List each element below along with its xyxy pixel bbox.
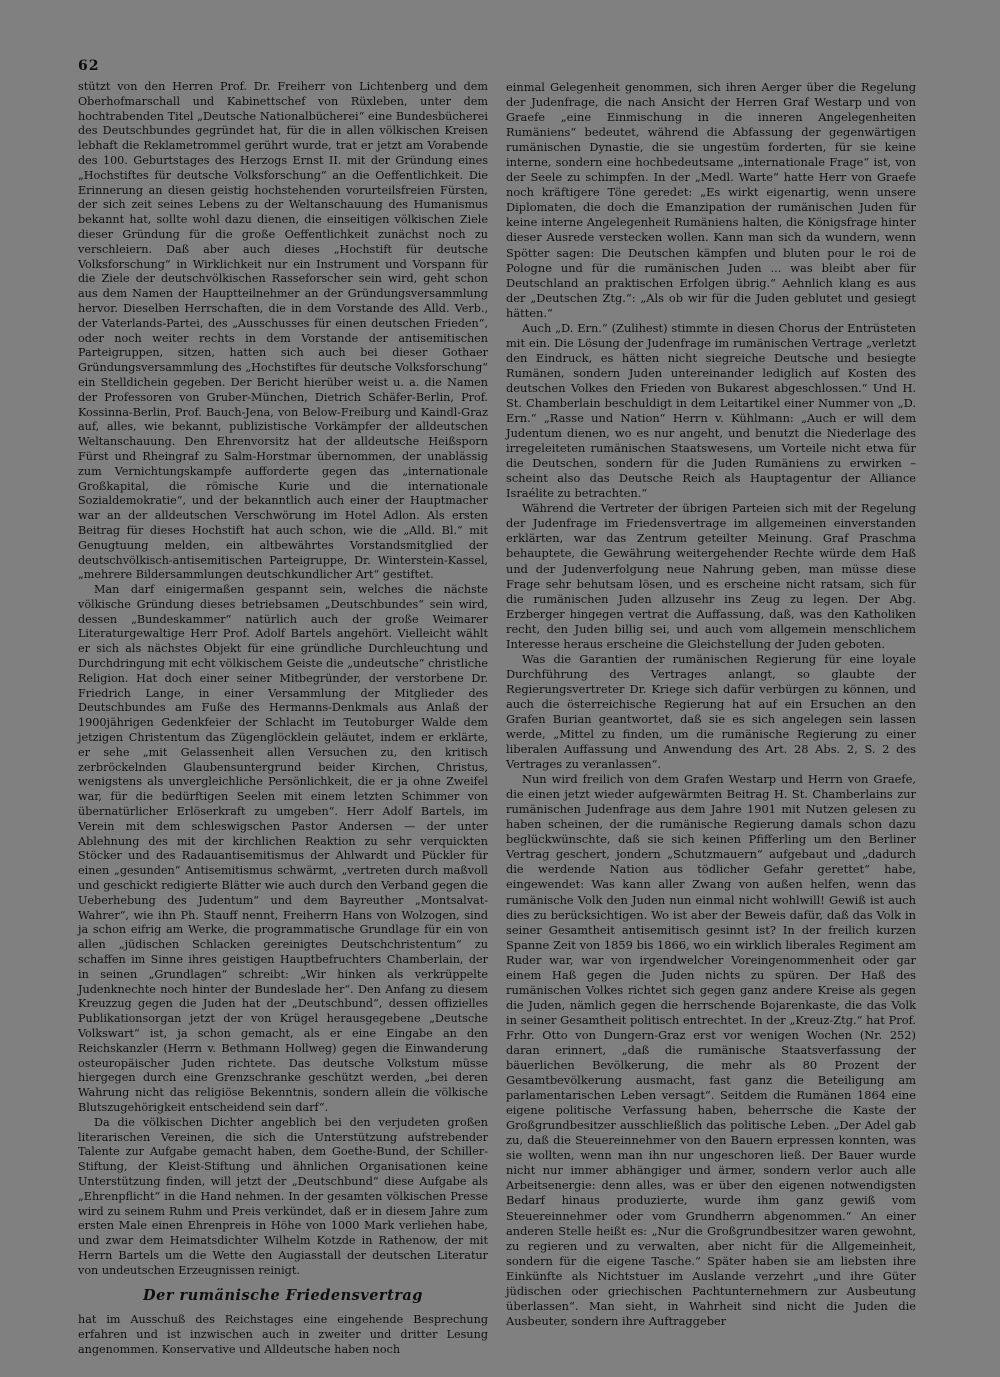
article-paragraph: stützt von den Herren Prof. Dr. Freiherr von Lichtenberg und dem Oberhofmarschall und Kabinettschef von Rüxleben, unter dem hochtrabenden Titel „Deutsche Nationalbücherei“ eine Bundesbücherei des Deutschbundes gegründet hat, für die in allen völkischen Kreisen lebhaft die Reklametrommel gerührt wurde, trat er jetzt am Vorabende des 100. Geburtstages des Herzogs Ernst II. mit der Gründung eines „Hochstiftes für deutsche Volksforschung“ an die Oeffentlichkeit. Die Erinnerung an diesen geistig hochstehenden vorurteilsfreien Fürsten, der sich zeit seines Lebens zu der Weltanschauung des Humanismus bekannt hat, sollte wohl dazu dienen, die einseitigen völkischen Ziele dieser Gründung für die große Oeffentlichkeit zunächst noch zu verschleiern. Daß aber auch dieses „Hochstift für deutsche Volksforschung“ in Wirklichkeit nur ein Instrument und Vorspann für die Ziele der deutschvölkischen Rasseforscher sein wird, geht schon aus dem Namen der Hauptteilnehmer an der Gründungsversammlung hervor. Dieselben Herrschaften, die in dem Vorstande des Alld. Verb., der Vaterlands-Partei, des „Ausschusses für einen deutschen Frieden“, oder noch weiter rechts in dem Vorstande der antisemitischen Parteigruppen, sitzen, hatten sich auch bei dieser Gothaer Gründungsversammlung des „Hochstiftes für deutsche Volksforschung“ ein Stelldichein gegeben. Der Bericht hierüber weist u. a. die Namen der Professoren von Gruber-München, Dietrich Schäfer-Berlin, Prof. Kossinna-Berlin, Prof. Bauch-Jena, von Below-Freiburg und Kaindl-Graz auf, alles, wie bekannt, publizistische Vorkämpfer der alldeutschen Weltanschauung. Den Ehrenvorsitz hat der alldeutsche Heißsporn Fürst und Rheingraf zu Salm-Horstmar übernommen, der unablässig zum Vernichtungskampfe aufforderte gegen das „internationale Großkapital, die römische Kurie und die internationale Sozialdemokratie“, und der bekanntlich auch einer der Hauptmacher war an der alldeutschen Verschwörung im Hotel Adlon. Als ersten Beitrag für dieses Hochstift hat auch schon, wie die „Alld. Bl.“ mit Genugtuung melden, ein altbewährtes Vorstandsmitglied der deutschvölkisch-antisemitischen Parteigruppe, Dr. Winterstein-Kassel, „mehrere Bildersammlungen deutschkundlicher Art“ gestiftet. (78, 80, 488, 582)
right-column (506, 80, 916, 1329)
article-paragraph: einmal Gelegenheit genommen, sich ihren Aerger über die Regelung der Judenfrage, die nach Ansicht der Herren Graf Westarp und von Graefe „eine Einmischung in die inneren Angelegenheiten Rumäniens“ bedeutet, während die Abfassung der gegenwärtigen rumänischen Dynastie, die sie ungestüm forderten, für sie keine interne, sondern eine hochbedeutsame „internationale Frage“ ist, von der Seele zu schimpfen. In der „Medl. Warte“ hatte Herr von Graefe noch kräftigere Töne geredet: „Es wirkt eigenartig, wenn unsere Diplomaten, die doch die Emanzipation der rumänischen Juden für keine interne Angelegenheit Rumäniens halten, die Königsfrage hinter dieser Ausrede verstecken wollen. Kann man sich da wundern, wenn Spötter sagen: Die Deutschen kämpfen und bluten pour le roi de Pologne und für die rumänischen Juden ... was bleibt aber für Deutschland an praktischen Erfolgen übrig.“ Aehnlich klang es aus der „Deutschen Ztg.“: „Als ob wir für die Juden geblutet und gesiegt hätten.“ (506, 80, 916, 320)
article-paragraph: Während die Vertreter der übrigen Parteien sich mit der Regelung der Judenfrage im Friedensvertrage im allgemeinen einverstanden erklärten, war das Zentrum geteilter Meinung. Graf Praschma behauptete, die Gewährung weitergehender Rechte würde dem Haß und der Judenverfolgung neue Nahrung geben, man müsse diese Frage sehr behutsam lösen, und es erscheine nicht ratsam, sich für die rumänischen Juden allzusehr ins Zeug zu legen. Der Abg. Erzberger hingegen vertrat die Auffassung, daß, was den Katholiken recht, den Juden billig sei, und auch vom allgemein menschlichem Interesse heraus erscheine die Gleichstellung der Juden geboten. (506, 501, 916, 651)
section-heading: Der rumänische Friedensvertrag (143, 1286, 423, 1304)
article-paragraph: Nun wird freilich von dem Grafen Westarp und Herrn von Graefe, die einen jetzt wieder aufgewärmten Beitrag H. St. Chamberlains zur rumänischen Judenfrage aus dem Jahre 1901 mit Nutzen gelesen zu haben scheinen, der die rumänische Regierung damals schon dazu beglückwünschte, daß sie sich keinen Pfifferling um den Berliner Vertrag geschert, jondern „Schutzmauern“ aufgebaut und „dadurch die werdende Nation aus tödlicher Gefahr gerettet“ habe, eingewendet: Was kann aller Zwang von außen helfen, wenn das rumänische Volk den Juden nun einmal nicht wohlwill! Gewiß ist auch dies zu berücksichtigen. Wo ist aber der Beweis dafür, daß das Volk in seiner Gesamtheit antisemitisch gesinnt ist? In der freilich kurzen Spanne Zeit von 1859 bis 1866, wo ein wirklich liberales Regiment am Ruder war, war von irgendwelcher Voreingenommenheit oder gar einem Haß gegen die Juden nichts zu spüren. Der Haß des rumänischen Volkes richtet sich gegen ganz andere Kreise als gegen die Juden, nämlich gegen die herrschende Bojarenkaste, die das Volk in seiner Gesamtheit politisch entrechtet. In der „Kreuz-Ztg.“ hat Prof. Frhr. Otto von Dungern-Graz erst vor wenigen Wochen (Nr. 252) daran erinnert, „daß die rumänische Staatsverfassung der bäuerlichen Bevölkerung, die mehr als 80 Prozent der Gesamtbevölkerung ausmacht, fast ganz die Beteiligung am parlamentarischen Leben versagt“. Seitdem die Rumänen 1864 eine eigene politische Verfassung haben, beherrsche die Kaste der Großgrundbesitzer ausschließlich das politische Leben. „Der Adel gab zu, daß die Steuereinnehmer von den Bauern erpressen konnten, was sie wollten, wenn man ihn nur ungeschoren ließ. Der Bauer wurde nicht nur immer abhängiger und ärmer, sondern verlor auch alle Arbeitsenergie: denn alles, was er über den eigenen notwendigsten Bedarf hinaus produzierte, wurde ihm ganz gewiß vom Steuereinnehmer oder vom Grundherrn abgenommen.“ An einer anderen Stelle heißt es: „Nur die Großgrundbesitzer waren gewohnt, zu regieren und zu verwalten, aber nicht für die Allgemeinheit, sondern für die eigene Tasche.“ Später haben sie am liebsten ihre Einkünfte als Nichtstuer im Auslande verzehrt „und ihre Güter jüdischen oder griechischen Pachtunternehmern zur Ausbeutung überlassen“. Man sieht, in Wahrheit sind nicht die Juden die Ausbeuter, sondern ihre Auftraggeber (506, 772, 916, 1328)
page-number: 62 (78, 58, 100, 74)
article-paragraph: Man darf einigermaßen gespannt sein, welches die nächste völkische Gründung dieses betriebsamen „Deutschbundes“ sein wird, dessen „Bundeskammer“ natürlich auch der große Weimarer Literaturgewaltige Herr Prof. Adolf Bartels angehört. Vielleicht wählt er sich als nächstes Objekt für eine gründliche Durchleuchtung und Durchdringung mit echt völkischem Geiste die „undeutsche“ christliche Religion. Hat doch einer seiner Mitbegründer, der verstorbene Dr. Friedrich Lange, in einer Versammlung der Mitglieder des Deutschbundes am Fuße des Hermanns-Denkmals aus Anlaß der 1900jährigen Gedenkfeier der Schlacht im Teutoburger Walde dem jetzigen Christentum das Zügenglöcklein geläutet, indem er erklärte, er sehe „mit Gelassenheit allen Versuchen zu, den kritisch zerbröckelnden Glaubensuntergrund beider Kirchen, Christus, wenigstens als unvergleichliche Persönlichkeit, die er ja ohne Zweifel war, für die bedürftigen Seelen mit einem letzten Schimmer von übernatürlicher Erlöserkraft zu umgeben“. Herr Adolf Bartels, im Verein mit dem schleswigschen Pastor Andersen — der unter Ablehnung des mit der kirchlichen Reaktion zu sehr verquickten Stöcker und des Radauantisemitismus der Ahlwardt und Pückler für einen „gesunden“ Antisemitismus schwärmt, „vertreten durch maßvoll und geschickt redigierte Blätter wie auch durch den Verband gegen die Ueberhebung des Judentum“ und dem Bayreuther „Montsalvat-Wahrer“, wie ihn Ph. Stauff nennt, Freiherrn Hans von Wolzogen, sind ja schon eifrig am Werke, die programmatische Grundlage für ein von allen „jüdischen Schlacken gereinigtes Deutschchristentum“ zu schaffen im Sinne ihres geistigen Hauptbefruchters Chamberlain, der in seinen „Grundlagen“ schreibt: „Wir hinken als verkrüppelte Judenknechte noch hinter der Bundeslade her“. Den Anfang zu diesem Kreuzzug gegen die Juden hat der „Deutschbund“, dessen offizielles Publikationsorgan jetzt der von Krügel herausgegebene „Deutsche Volkswart“ ist, ja schon gemacht, als er eine Eingabe an den Reichskanzler (Herrn v. Bethmann Hollweg) gegen die Einwanderung osteuropäischer Juden richtete. Das deutsche Volkstum müsse hiergegen durch eine Grenzschranke geschützt werden, „bei deren Wahrung nicht das religiöse Bekenntnis, sondern allein die völkische Blutszugehörigkeit entscheidend sein darf“. (78, 583, 488, 1114)
article-paragraph: hat im Ausschuß des Reichstages eine eingehende Besprechung erfahren und ist inzwischen auch in zweiter und dritter Lesung angenommen. Konservative und Alldeutsche haben noch (78, 1313, 488, 1356)
article-paragraph: Auch „D. Ern.“ (Zulihest) stimmte in diesen Chorus der Entrüsteten mit ein. Die Lösung der Judenfrage im rumänischen Vertrage „verletzt den Eindruck, es hätten nicht siegreiche Deutsche und besiegte Rumänen, sondern Juden untereinander lediglich auf Kosten des deutschen Volkes den Frieden von Bukarest abgeschlossen.“ Und H. St. Chamberlain beschuldigt in dem Leitartikel einer Nummer von „D. Ern.“ „Rasse und Nation“ Herrn v. Kühlmann: „Auch er will dem Judentum dienen, wo es nur angeht, und benutzt die Niederlage des irregeleiteten rumänischen Staatswesens, um Vorteile nicht etwa für die Deutschen, sondern für die Juden Rumäniens zu erwirken – scheint also das Deutsche Reich als Hauptagentur der Alliance Israélite zu betrachten.“ (506, 320, 916, 501)
article-paragraph: Was die Garantien der rumänischen Regierung für eine loyale Durchführung des Vertrages anlangt, so glaubte der Regierungsvertreter Dr. Kriege sich dafür verbürgen zu können, und auch die österreichische Regierung hat auf ein Ersuchen an den Grafen Burian geantwortet, daß sie es sich angelegen sein lassen werde, „Mittel zu finden, um die rumänische Regierung zu einer liberalen Auffassung und Anwendung des Art. 28 Abs. 2, S. 2 des Vertrages zu veranlassen“. (506, 651, 916, 772)
left-column (78, 80, 488, 1358)
article-paragraph: Da die völkischen Dichter angeblich bei den verjudeten großen literarischen Vereinen, die sich die Unterstützung aufstrebender Talente zur Aufgabe gemacht haben, dem Goethe-Bund, der Schiller-Stiftung, der Kleist-Stiftung und ähnlichen Organisationen keine Unterstützung finden, will jetzt der „Deutschbund“ diese Aufgabe als „Ehrenpflicht“ in die Hand nehmen. In der gesamten völkischen Presse wird zu seinem Ruhm und Preis verkündet, daß er in diesem Jahre zum ersten Male einen Ehrenpreis in Höhe von 1000 Mark verliehen habe, und zwar dem Heimatsdichter Wilhelm Kotzde in Rathenow, der mit Herrn Bartels um die Wette den Augiasstall der deutschen Literatur von undeutschen Erzeugnissen reinigt. (78, 1115, 488, 1277)
